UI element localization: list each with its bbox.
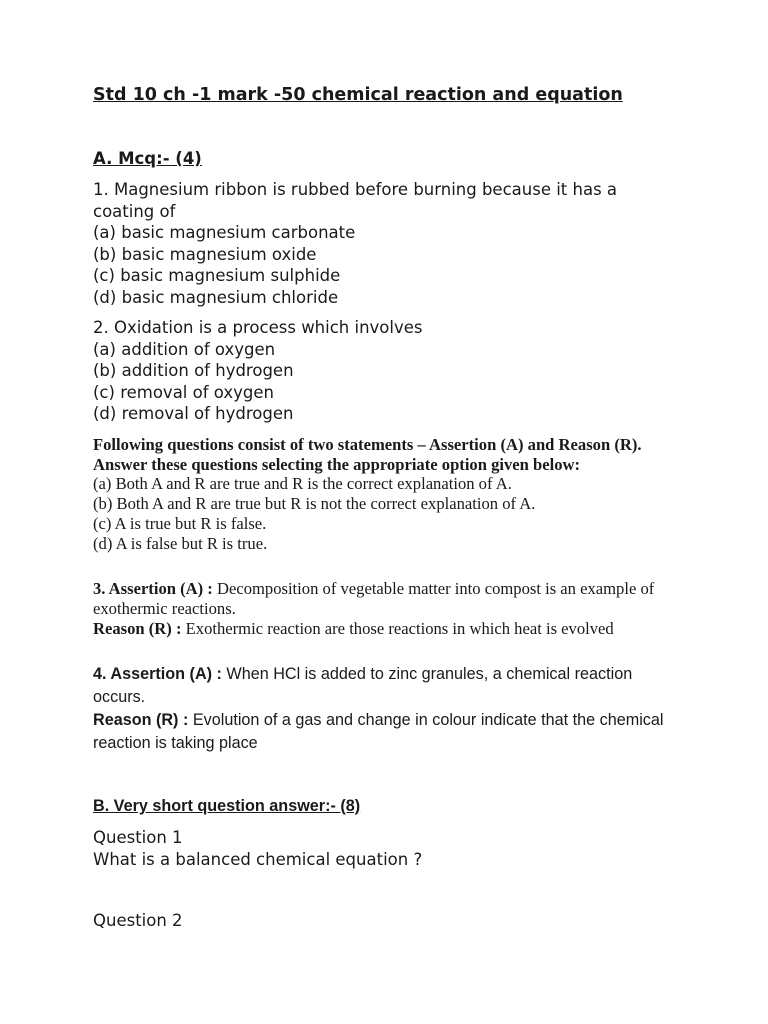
- question-label: Question 2: [93, 911, 183, 930]
- question-text: What is a balanced chemical equation ?: [93, 849, 423, 869]
- assertion-line: [93, 579, 683, 619]
- question-text: 2. Oxidation is a process which involves: [93, 318, 423, 337]
- page-title: Std 10 ch -1 mark -50 chemical reaction and equation: [93, 85, 623, 105]
- option: (d) A is false but R is true.: [93, 533, 268, 553]
- option: (d) removal of hydrogen: [93, 404, 294, 423]
- mcq-question-1: [93, 179, 683, 308]
- question-text: 1. Magnesium ribbon is rubbed before burning because it has a: [93, 180, 618, 199]
- reason-label: Reason (R) :: [93, 618, 182, 638]
- option: (a) Both A and R are true and R is the correct explanation of A.: [93, 474, 512, 494]
- assertion-text: When HCl is added to zinc granules, a chemical reaction occurs.: [93, 665, 633, 706]
- question-label: Question 1: [93, 828, 183, 847]
- assertion-question-4: [93, 663, 683, 755]
- short-question-1: [93, 827, 422, 870]
- reason-text: Exothermic reaction are those reactions in which heat is evolved: [181, 618, 614, 638]
- option: (a) basic magnesium carbonate: [93, 223, 356, 242]
- assertion-question-3: [93, 579, 683, 638]
- option: (b) basic magnesium oxide: [93, 244, 317, 264]
- short-question-2: [93, 910, 183, 932]
- option: (c) basic magnesium sulphide: [93, 266, 341, 285]
- option: (d) basic magnesium chloride: [93, 287, 339, 307]
- assertion-text: Decomposition of vegetable matter into compost is an example of exothermic reactions.: [93, 579, 655, 618]
- mcq-question-2: [93, 317, 683, 425]
- option: (b) Both A and R are true but R is not the correct explanation of A.: [93, 494, 536, 514]
- assertion-label: 3. Assertion (A) :: [93, 579, 213, 598]
- option: (a) addition of oxygen: [93, 339, 276, 359]
- option: (c) removal of oxygen: [93, 382, 274, 402]
- reason-text: Evolution of a gas and change in colour indicate that the chemical reaction is taking place: [93, 711, 664, 752]
- reason-label: Reason (R) :: [93, 711, 189, 729]
- assertion-line: [93, 663, 683, 709]
- option: (b) addition of hydrogen: [93, 361, 294, 380]
- section-b-heading: B. Very short question answer:- (8): [93, 797, 361, 815]
- assertion-reason-instructions: [93, 435, 683, 553]
- instruction-text: Following questions consist of two statements – Assertion (A) and Reason (R). Answer these questions selecting the appropriate option given below:: [93, 435, 642, 474]
- section-a-heading: A. Mcq:- (4): [93, 149, 202, 168]
- reason-line: [93, 619, 683, 639]
- assertion-label: 4. Assertion (A) :: [93, 665, 222, 683]
- question-text: coating of: [93, 201, 176, 221]
- option: (c) A is true but R is false.: [93, 513, 267, 533]
- reason-line: [93, 709, 683, 755]
